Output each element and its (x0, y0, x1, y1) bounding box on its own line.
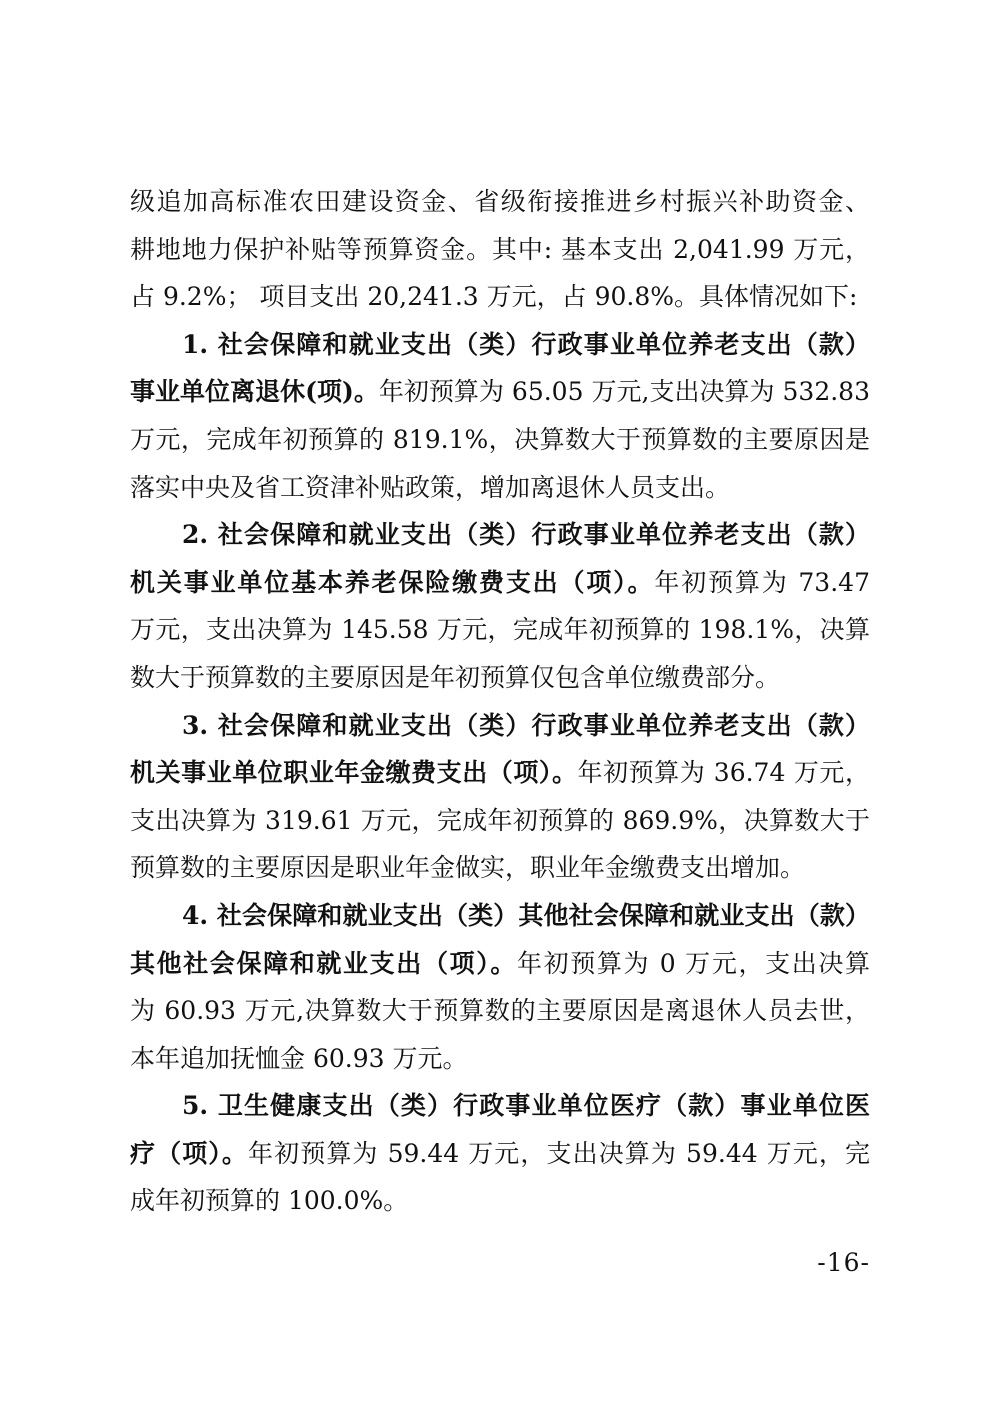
text-line (130, 940, 870, 988)
text-line (130, 178, 870, 226)
heading-text-segment: 1. 社会保障和就业支出（类）行政事业单位养老支出（款） (182, 329, 870, 359)
text-line (130, 416, 870, 464)
body-text-segment: 年初预算为 73.47 (654, 567, 870, 597)
body-text-segment: 占 9.2%； 项目支出 20,241.3 万元，占 90.8%。具体情况如下: (130, 282, 858, 312)
heading-text-segment: 2. 社会保障和就业支出（类）行政事业单位养老支出（款） (182, 520, 870, 550)
text-line (130, 368, 870, 416)
text-line (130, 273, 870, 321)
document-body (130, 178, 870, 1225)
body-text-segment: 本年追加抚恤金 60.93 万元。 (130, 1043, 468, 1073)
body-text-segment: 万元，支出决算为 145.58 万元，完成年初预算的 198.1%，决算 (130, 615, 870, 645)
body-text-segment: 耕地地力保护补贴等预算资金。其中: 基本支出 2,041.99 万元， (130, 234, 870, 264)
text-line (130, 749, 870, 797)
body-text-segment: 数大于预算数的主要原因是年初预算仅包含单位缴费部分。 (130, 662, 781, 692)
body-text-segment: 落实中央及省工资津补贴政策，增加离退休人员支出。 (130, 472, 731, 502)
text-line (130, 464, 870, 512)
heading-text-segment: 其他社会保障和就业支出（项）。 (130, 948, 517, 978)
text-line (130, 511, 870, 559)
heading-text-segment: 机关事业单位职业年金缴费支出（项）。 (130, 758, 578, 788)
text-line (130, 702, 870, 750)
text-line (130, 892, 870, 940)
text-line (130, 1035, 870, 1083)
heading-text-segment: 疗（项）。 (130, 1138, 249, 1168)
heading-text-segment: 机关事业单位基本养老保险缴费支出（项）。 (130, 567, 655, 597)
body-text-segment: 预算数的主要原因是职业年金做实，职业年金缴费支出增加。 (130, 853, 806, 883)
body-text-segment: 年初预算为 36.74 万元， (577, 758, 870, 788)
body-text-segment: 成年初预算的 100.0%。 (130, 1186, 409, 1216)
page-number: -16- (817, 1248, 870, 1277)
body-text-segment: 年初预算为 59.44 万元，支出决算为 59.44 万元，完 (248, 1138, 870, 1168)
heading-text-segment: 5. 卫生健康支出（类）行政事业单位医疗（款）事业单位医 (182, 1091, 870, 1121)
heading-text-segment: 3. 社会保障和就业支出（类）行政事业单位养老支出（款） (182, 710, 870, 740)
text-line (130, 797, 870, 845)
text-line (130, 226, 870, 274)
heading-text-segment: 4. 社会保障和就业支出（类）其他社会保障和就业支出（款） (182, 900, 870, 930)
text-line (130, 654, 870, 702)
body-text-segment: 支出决算为 319.61 万元，完成年初预算的 869.9%，决算数大于 (130, 805, 870, 835)
text-line (130, 1177, 870, 1225)
body-text-segment: 年初预算为 65.05 万元,支出决算为 532.83 (378, 377, 870, 407)
text-line (130, 844, 870, 892)
text-line (130, 1082, 870, 1130)
text-line (130, 559, 870, 607)
body-text-segment: 级追加高标准农田建设资金、省级衔接推进乡村振兴补助资金、 (130, 187, 870, 216)
text-line (130, 987, 870, 1035)
text-line (130, 1130, 870, 1178)
body-text-segment: 年初预算为 0 万元，支出决算 (516, 948, 870, 978)
heading-text-segment: 事业单位离退休(项)。 (130, 377, 379, 407)
body-text-segment: 万元，完成年初预算的 819.1%，决算数大于预算数的主要原因是 (130, 424, 870, 454)
text-line (130, 606, 870, 654)
text-line (130, 321, 870, 369)
body-text-segment: 为 60.93 万元,决算数大于预算数的主要原因是离退休人员去世， (130, 996, 870, 1026)
